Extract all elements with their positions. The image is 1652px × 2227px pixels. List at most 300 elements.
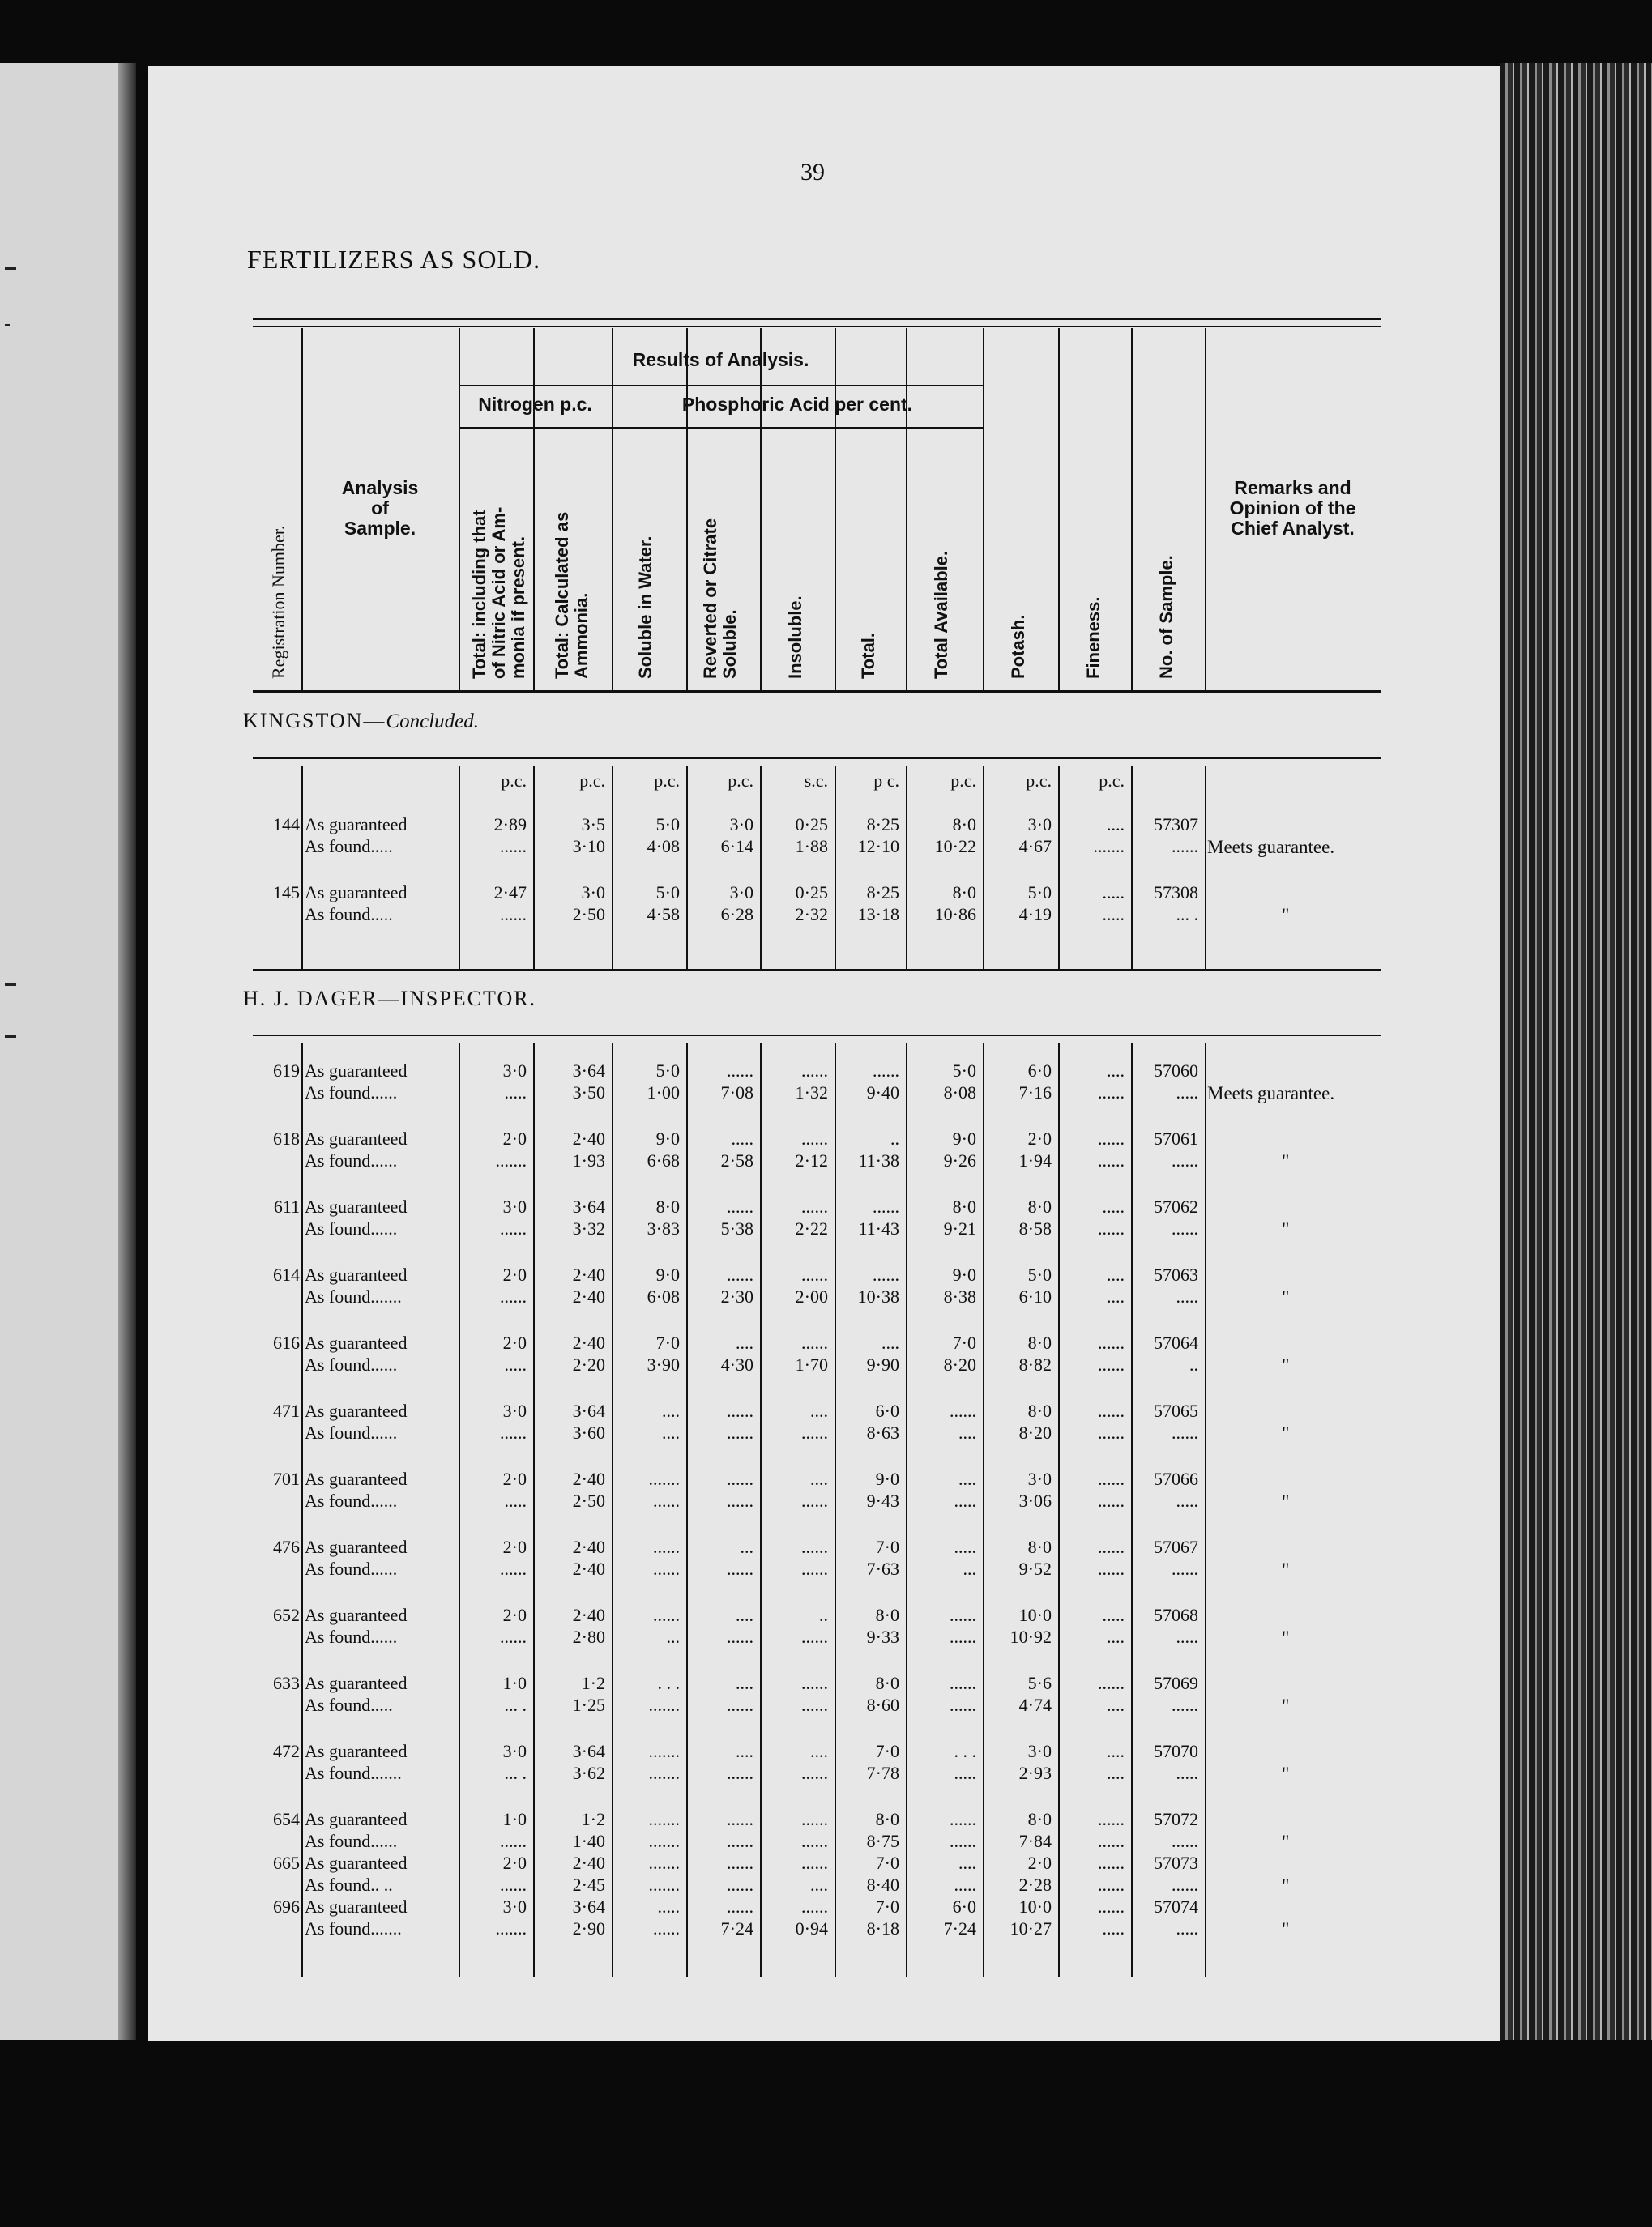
guaranteed-value: 57062 xyxy=(1154,1197,1198,1217)
found-value: ....... xyxy=(648,1763,680,1783)
row-label: As found...... xyxy=(305,1831,398,1851)
results-of-analysis-heading: Results of Analysis. xyxy=(632,349,809,370)
phosphoric-acid-heading: Phosphoric Acid per cent. xyxy=(681,394,913,415)
column-rule xyxy=(983,328,984,691)
remark: " xyxy=(1282,1423,1290,1444)
section-end-rule xyxy=(253,969,1381,971)
guaranteed-value: 2·40 xyxy=(572,1128,605,1149)
guaranteed-value: 2·0 xyxy=(1027,1128,1052,1149)
guaranteed-value: 2·40 xyxy=(572,1537,605,1557)
row-label: As guaranteed xyxy=(305,1605,408,1625)
guaranteed-value: ...... xyxy=(950,1605,976,1625)
guaranteed-value: 1·2 xyxy=(581,1673,605,1693)
guaranteed-value: ....... xyxy=(648,1809,680,1829)
guaranteed-value: ...... xyxy=(950,1809,976,1829)
found-value: ..... xyxy=(1176,1763,1198,1783)
guaranteed-value: 3·0 xyxy=(502,1401,527,1421)
guaranteed-value: .... xyxy=(736,1741,753,1761)
guaranteed-value: ...... xyxy=(801,1809,828,1829)
found-value: .... xyxy=(1107,1286,1125,1307)
registration-number: 652 xyxy=(273,1605,300,1625)
row-label: As guaranteed xyxy=(305,1197,408,1217)
column-rule xyxy=(686,328,688,691)
found-value: 8·75 xyxy=(866,1831,899,1851)
guaranteed-value: 3·0 xyxy=(581,882,605,902)
found-value: 2·00 xyxy=(795,1286,828,1307)
guaranteed-value: ...... xyxy=(1098,1333,1125,1353)
remark: " xyxy=(1282,1491,1290,1512)
found-value: 8·60 xyxy=(866,1695,899,1715)
found-value: 3·62 xyxy=(572,1763,605,1783)
found-value: ...... xyxy=(500,1286,527,1307)
found-value: ... xyxy=(963,1559,976,1579)
found-value: ... . xyxy=(504,1695,527,1715)
unit-label: p.c. xyxy=(1099,770,1125,791)
found-value: 8·18 xyxy=(866,1918,899,1939)
guaranteed-value: 7·0 xyxy=(875,1537,899,1557)
guaranteed-value: .... xyxy=(662,1401,680,1421)
guaranteed-value: ...... xyxy=(801,1896,828,1917)
found-value: 1·32 xyxy=(795,1082,828,1103)
found-value: 3·90 xyxy=(647,1355,680,1375)
found-value: 2·28 xyxy=(1018,1875,1052,1895)
found-value: ...... xyxy=(1172,1218,1198,1239)
found-value: 7·24 xyxy=(720,1918,753,1939)
guaranteed-value: 3·64 xyxy=(572,1197,605,1217)
guaranteed-value: ...... xyxy=(727,1060,753,1081)
found-value: 3·83 xyxy=(647,1218,680,1239)
found-value: ....... xyxy=(1093,836,1125,856)
section-rule xyxy=(253,1035,1381,1036)
guaranteed-value: 3·0 xyxy=(1027,1741,1052,1761)
guaranteed-value: 2·0 xyxy=(502,1605,527,1625)
guaranteed-value: 3·0 xyxy=(502,1896,527,1917)
found-value: ...... xyxy=(727,1491,753,1511)
guaranteed-value: ....... xyxy=(648,1469,680,1489)
potash-header: Potash. xyxy=(1008,614,1028,679)
found-value: 2·50 xyxy=(572,904,605,924)
guaranteed-value: ..... xyxy=(1102,882,1125,902)
guaranteed-value: 2·0 xyxy=(502,1265,527,1285)
found-value: ..... xyxy=(504,1491,527,1511)
row-label: As guaranteed xyxy=(305,1741,408,1761)
guaranteed-value: .... xyxy=(810,1741,828,1761)
found-value: 9·90 xyxy=(866,1355,899,1375)
row-label: As guaranteed xyxy=(305,814,408,834)
guaranteed-value: . . . xyxy=(657,1673,680,1693)
guaranteed-value: 8·0 xyxy=(1027,1809,1052,1829)
guaranteed-value: 2·0 xyxy=(502,1128,527,1149)
registration-number: 654 xyxy=(273,1809,300,1829)
found-value: 10·27 xyxy=(1010,1918,1052,1939)
remark: " xyxy=(1282,1355,1290,1376)
remark: " xyxy=(1282,1875,1290,1896)
column-rule xyxy=(533,766,535,969)
row-label: As guaranteed xyxy=(305,1673,408,1693)
found-value: ...... xyxy=(950,1831,976,1851)
guaranteed-value: 3·0 xyxy=(502,1060,527,1081)
found-value: ..... xyxy=(504,1355,527,1375)
found-value: 10·92 xyxy=(1010,1627,1052,1647)
column-rule xyxy=(301,1043,303,1977)
found-value: 6·28 xyxy=(720,904,753,924)
found-value: ...... xyxy=(1172,1875,1198,1895)
guaranteed-value: ...... xyxy=(653,1537,680,1557)
found-value: 10·22 xyxy=(934,836,976,856)
nitrogen-heading: Nitrogen p.c. xyxy=(478,394,592,415)
row-label: As found...... xyxy=(305,1355,398,1375)
guaranteed-value: 5·0 xyxy=(1027,1265,1052,1285)
found-value: 9·26 xyxy=(943,1150,976,1171)
registration-number: 701 xyxy=(273,1469,300,1489)
found-value: ....... xyxy=(495,1150,527,1171)
found-value: 4·74 xyxy=(1018,1695,1052,1715)
found-value: ...... xyxy=(1098,1423,1125,1443)
guaranteed-value: 57072 xyxy=(1154,1809,1198,1829)
guaranteed-value: 2·47 xyxy=(493,882,527,902)
found-value: ... . xyxy=(1176,904,1198,924)
found-value: ...... xyxy=(500,1423,527,1443)
found-value: ...... xyxy=(653,1918,680,1939)
guaranteed-value: 3·64 xyxy=(572,1741,605,1761)
guaranteed-value: 57074 xyxy=(1154,1896,1198,1917)
remark: " xyxy=(1282,1559,1290,1580)
unit-label: s.c. xyxy=(804,770,828,791)
found-value: ...... xyxy=(727,1627,753,1647)
unit-label: p.c. xyxy=(950,770,976,791)
row-label: As guaranteed xyxy=(305,1401,408,1421)
found-value: 7·24 xyxy=(943,1918,976,1939)
guaranteed-value: 7·0 xyxy=(875,1896,899,1917)
found-value: 8·58 xyxy=(1018,1218,1052,1239)
found-value: ... . xyxy=(504,1763,527,1783)
found-value: ....... xyxy=(648,1695,680,1715)
guaranteed-value: 7·0 xyxy=(952,1333,976,1353)
left-page-mark xyxy=(5,324,10,326)
section-heading xyxy=(243,987,536,1011)
guaranteed-value: ...... xyxy=(727,1853,753,1873)
reverted-soluble-header: Reverted or Citrate Soluble. xyxy=(700,518,740,679)
found-value: ..... xyxy=(1102,1918,1125,1939)
guaranteed-value: 6·0 xyxy=(952,1896,976,1917)
remark: " xyxy=(1282,1764,1290,1784)
column-rule xyxy=(459,328,460,691)
found-value: 2·50 xyxy=(572,1491,605,1511)
found-value: ...... xyxy=(1098,1218,1125,1239)
guaranteed-value: ...... xyxy=(727,1197,753,1217)
found-value: .... xyxy=(662,1423,680,1443)
found-value: ...... xyxy=(801,1491,828,1511)
found-value: 5·38 xyxy=(720,1218,753,1239)
registration-number: 618 xyxy=(273,1128,300,1149)
analysis-of-sample-heading: Analysis of Sample. xyxy=(341,477,419,539)
guaranteed-value: 8·0 xyxy=(1027,1401,1052,1421)
section-heading xyxy=(243,709,479,733)
section-name: H. J. DAGER—INSPECTOR. xyxy=(243,987,537,1010)
guaranteed-value: ...... xyxy=(1098,1128,1125,1149)
guaranteed-value: 0·25 xyxy=(795,882,828,902)
guaranteed-value: 7·0 xyxy=(875,1741,899,1761)
guaranteed-value: ...... xyxy=(873,1197,899,1217)
guaranteed-value: 3·64 xyxy=(572,1060,605,1081)
found-value: ...... xyxy=(727,1423,753,1443)
column-rule xyxy=(1058,328,1060,691)
guaranteed-value: ...... xyxy=(653,1605,680,1625)
row-label: As guaranteed xyxy=(305,1469,408,1489)
found-value: 9·43 xyxy=(866,1491,899,1511)
row-label: As guaranteed xyxy=(305,1265,408,1285)
guaranteed-value: 3·0 xyxy=(1027,1469,1052,1489)
guaranteed-value: 5·0 xyxy=(655,814,680,834)
row-label: As guaranteed xyxy=(305,1853,408,1873)
found-value: 8·40 xyxy=(866,1875,899,1895)
found-value: ...... xyxy=(1098,1150,1125,1171)
found-value: 9·21 xyxy=(943,1218,976,1239)
registration-number: 476 xyxy=(273,1537,300,1557)
found-value: ...... xyxy=(727,1695,753,1715)
found-value: .... xyxy=(1107,1695,1125,1715)
found-value: 2·12 xyxy=(795,1150,828,1171)
guaranteed-value: 9·0 xyxy=(655,1128,680,1149)
unit-label: p.c. xyxy=(728,770,753,791)
found-value: ..... xyxy=(954,1491,976,1511)
found-value: 6·08 xyxy=(647,1286,680,1307)
guaranteed-value: 9·0 xyxy=(952,1265,976,1285)
found-value: ...... xyxy=(801,1695,828,1715)
found-value: ...... xyxy=(500,1831,527,1851)
column-rule xyxy=(1205,766,1206,969)
found-value: 2·58 xyxy=(720,1150,753,1171)
found-value: ..... xyxy=(954,1763,976,1783)
found-value: 2·40 xyxy=(572,1559,605,1579)
found-value: ...... xyxy=(500,1218,527,1239)
guaranteed-value: ..... xyxy=(1102,1197,1125,1217)
guaranteed-value: ...... xyxy=(801,1197,828,1217)
found-value: ...... xyxy=(500,904,527,924)
table-top-rule xyxy=(253,326,1381,327)
guaranteed-value: 2·0 xyxy=(1027,1853,1052,1873)
guaranteed-value: ....... xyxy=(648,1853,680,1873)
nitrogen-underline xyxy=(459,427,983,429)
found-value: 1·25 xyxy=(572,1695,605,1715)
guaranteed-value: 2·0 xyxy=(502,1537,527,1557)
guaranteed-value: ..... xyxy=(731,1128,753,1149)
found-value: 4·67 xyxy=(1018,836,1052,856)
found-value: 4·30 xyxy=(720,1355,753,1375)
found-value: ..... xyxy=(1176,1918,1198,1939)
guaranteed-value: 57307 xyxy=(1154,814,1198,834)
found-value: 0·94 xyxy=(795,1918,828,1939)
column-rule xyxy=(983,766,984,969)
found-value: ...... xyxy=(950,1627,976,1647)
guaranteed-value: ...... xyxy=(727,1896,753,1917)
guaranteed-value: ...... xyxy=(1098,1809,1125,1829)
found-value: 6·14 xyxy=(720,836,753,856)
guaranteed-value: 6·0 xyxy=(875,1401,899,1421)
guaranteed-value: ...... xyxy=(873,1060,899,1081)
guaranteed-value: ...... xyxy=(1098,1537,1125,1557)
guaranteed-value: 57064 xyxy=(1154,1333,1198,1353)
guaranteed-value: 57066 xyxy=(1154,1469,1198,1489)
guaranteed-value: ...... xyxy=(1098,1673,1125,1693)
guaranteed-value: ...... xyxy=(801,1673,828,1693)
found-value: 4·19 xyxy=(1018,904,1052,924)
found-value: 8·08 xyxy=(943,1082,976,1103)
row-label: As found...... xyxy=(305,1150,398,1171)
unit-label: p.c. xyxy=(1026,770,1052,791)
remark: " xyxy=(1282,1919,1290,1939)
found-value: ...... xyxy=(1172,1831,1198,1851)
column-rule xyxy=(612,328,613,691)
column-rule xyxy=(835,766,836,969)
guaranteed-value: 57070 xyxy=(1154,1741,1198,1761)
guaranteed-value: 8·0 xyxy=(952,882,976,902)
found-value: 9·52 xyxy=(1018,1559,1052,1579)
row-label: As found...... xyxy=(305,1491,398,1511)
found-value: 2·30 xyxy=(720,1286,753,1307)
guaranteed-value: 3·64 xyxy=(572,1896,605,1917)
registration-number: 619 xyxy=(273,1060,300,1081)
unit-label: p.c. xyxy=(654,770,680,791)
found-value: 2·32 xyxy=(795,904,828,924)
found-value: 1·40 xyxy=(572,1831,605,1851)
found-value: 7·78 xyxy=(866,1763,899,1783)
found-value: .... xyxy=(1107,1627,1125,1647)
guaranteed-value: 2·40 xyxy=(572,1333,605,1353)
remark: Meets guarantee. xyxy=(1207,1083,1335,1103)
found-value: ...... xyxy=(653,1559,680,1579)
guaranteed-value: 1·2 xyxy=(581,1809,605,1829)
column-rule xyxy=(760,766,762,969)
guaranteed-value: 57060 xyxy=(1154,1060,1198,1081)
guaranteed-value: ...... xyxy=(801,1265,828,1285)
guaranteed-value: ...... xyxy=(1098,1853,1125,1873)
guaranteed-value: 3·64 xyxy=(572,1401,605,1421)
column-rule xyxy=(906,328,907,691)
row-label: As guaranteed xyxy=(305,1537,408,1557)
registration-number: 633 xyxy=(273,1673,300,1693)
guaranteed-value: 2·89 xyxy=(493,814,527,834)
unit-label: p.c. xyxy=(501,770,527,791)
guaranteed-value: ...... xyxy=(950,1401,976,1421)
guaranteed-value: 8·0 xyxy=(875,1673,899,1693)
found-value: 4·08 xyxy=(647,836,680,856)
found-value: ...... xyxy=(727,1763,753,1783)
guaranteed-value: 3·0 xyxy=(502,1197,527,1217)
guaranteed-value: 2·40 xyxy=(572,1605,605,1625)
guaranteed-value: .... xyxy=(958,1469,976,1489)
found-value: ....... xyxy=(495,1918,527,1939)
found-value: ..... xyxy=(954,1875,976,1895)
column-rule xyxy=(1131,328,1133,691)
found-value: 13·18 xyxy=(857,904,899,924)
row-label: As found...... xyxy=(305,1423,398,1443)
registration-number: 616 xyxy=(273,1333,300,1353)
found-value: 8·20 xyxy=(943,1355,976,1375)
guaranteed-value: .... xyxy=(736,1673,753,1693)
guaranteed-value: ....... xyxy=(648,1741,680,1761)
found-value: ...... xyxy=(1098,1355,1125,1375)
column-rule xyxy=(459,766,460,969)
guaranteed-value: 8·0 xyxy=(1027,1537,1052,1557)
guaranteed-value: 2·40 xyxy=(572,1853,605,1873)
column-rule xyxy=(1058,766,1060,969)
guaranteed-value: ..... xyxy=(1102,1605,1125,1625)
remark: " xyxy=(1282,1832,1290,1852)
remark: Meets guarantee. xyxy=(1207,837,1335,857)
found-value: 1·70 xyxy=(795,1355,828,1375)
found-value: 7·16 xyxy=(1018,1082,1052,1103)
column-rule xyxy=(533,328,535,691)
guaranteed-value: .... xyxy=(736,1333,753,1353)
guaranteed-value: ...... xyxy=(801,1060,828,1081)
row-label: As found..... xyxy=(305,1695,393,1715)
row-label: As found.. .. xyxy=(305,1875,393,1895)
registration-number: 471 xyxy=(273,1401,300,1421)
guaranteed-value: ...... xyxy=(950,1673,976,1693)
guaranteed-value: 2·0 xyxy=(502,1469,527,1489)
found-value: 9·40 xyxy=(866,1082,899,1103)
found-value: 8·82 xyxy=(1018,1355,1052,1375)
guaranteed-value: 3·0 xyxy=(502,1741,527,1761)
found-value: ...... xyxy=(500,1559,527,1579)
found-value: ...... xyxy=(801,1627,828,1647)
guaranteed-value: 1·0 xyxy=(502,1673,527,1693)
guaranteed-value: 57068 xyxy=(1154,1605,1198,1625)
found-value: .. xyxy=(1189,1355,1198,1375)
guaranteed-value: 5·0 xyxy=(952,1060,976,1081)
unit-label: p.c. xyxy=(579,770,605,791)
registration-number-header: Registration Number. xyxy=(268,525,288,679)
found-value: ...... xyxy=(727,1831,753,1851)
guaranteed-value: 5·6 xyxy=(1027,1673,1052,1693)
found-value: ...... xyxy=(801,1423,828,1443)
guaranteed-value: 2·0 xyxy=(502,1333,527,1353)
found-value: ...... xyxy=(1098,1559,1125,1579)
total-available-header: Total Available. xyxy=(931,550,951,679)
guaranteed-value: ...... xyxy=(727,1265,753,1285)
results-underline xyxy=(459,385,983,386)
guaranteed-value: 57065 xyxy=(1154,1401,1198,1421)
row-label: As guaranteed xyxy=(305,882,408,902)
found-value: ...... xyxy=(1098,1875,1125,1895)
found-value: 3·06 xyxy=(1018,1491,1052,1511)
row-label: As guaranteed xyxy=(305,1896,408,1917)
found-value: 2·20 xyxy=(572,1355,605,1375)
found-value: ..... xyxy=(1176,1286,1198,1307)
found-value: 10·86 xyxy=(934,904,976,924)
ammonia-header: Total: Calculated as Ammonia. xyxy=(552,511,591,679)
found-value: ....... xyxy=(648,1875,680,1895)
found-value: ..... xyxy=(1176,1082,1198,1103)
found-value: 2·80 xyxy=(572,1627,605,1647)
found-value: 7·63 xyxy=(866,1559,899,1579)
found-value: 4·58 xyxy=(647,904,680,924)
guaranteed-value: 2·40 xyxy=(572,1265,605,1285)
found-value: ..... xyxy=(1176,1627,1198,1647)
row-label: As guaranteed xyxy=(305,1809,408,1829)
found-value: ..... xyxy=(1176,1491,1198,1511)
found-value: 1·94 xyxy=(1018,1150,1052,1171)
guaranteed-value: .. xyxy=(890,1128,899,1149)
guaranteed-value: 57308 xyxy=(1154,882,1198,902)
guaranteed-value: ...... xyxy=(801,1853,828,1873)
found-value: ...... xyxy=(500,1875,527,1895)
insoluble-header: Insoluble. xyxy=(785,595,805,679)
found-value: 1·00 xyxy=(647,1082,680,1103)
found-value: 7·84 xyxy=(1018,1831,1052,1851)
column-rule xyxy=(612,766,613,969)
